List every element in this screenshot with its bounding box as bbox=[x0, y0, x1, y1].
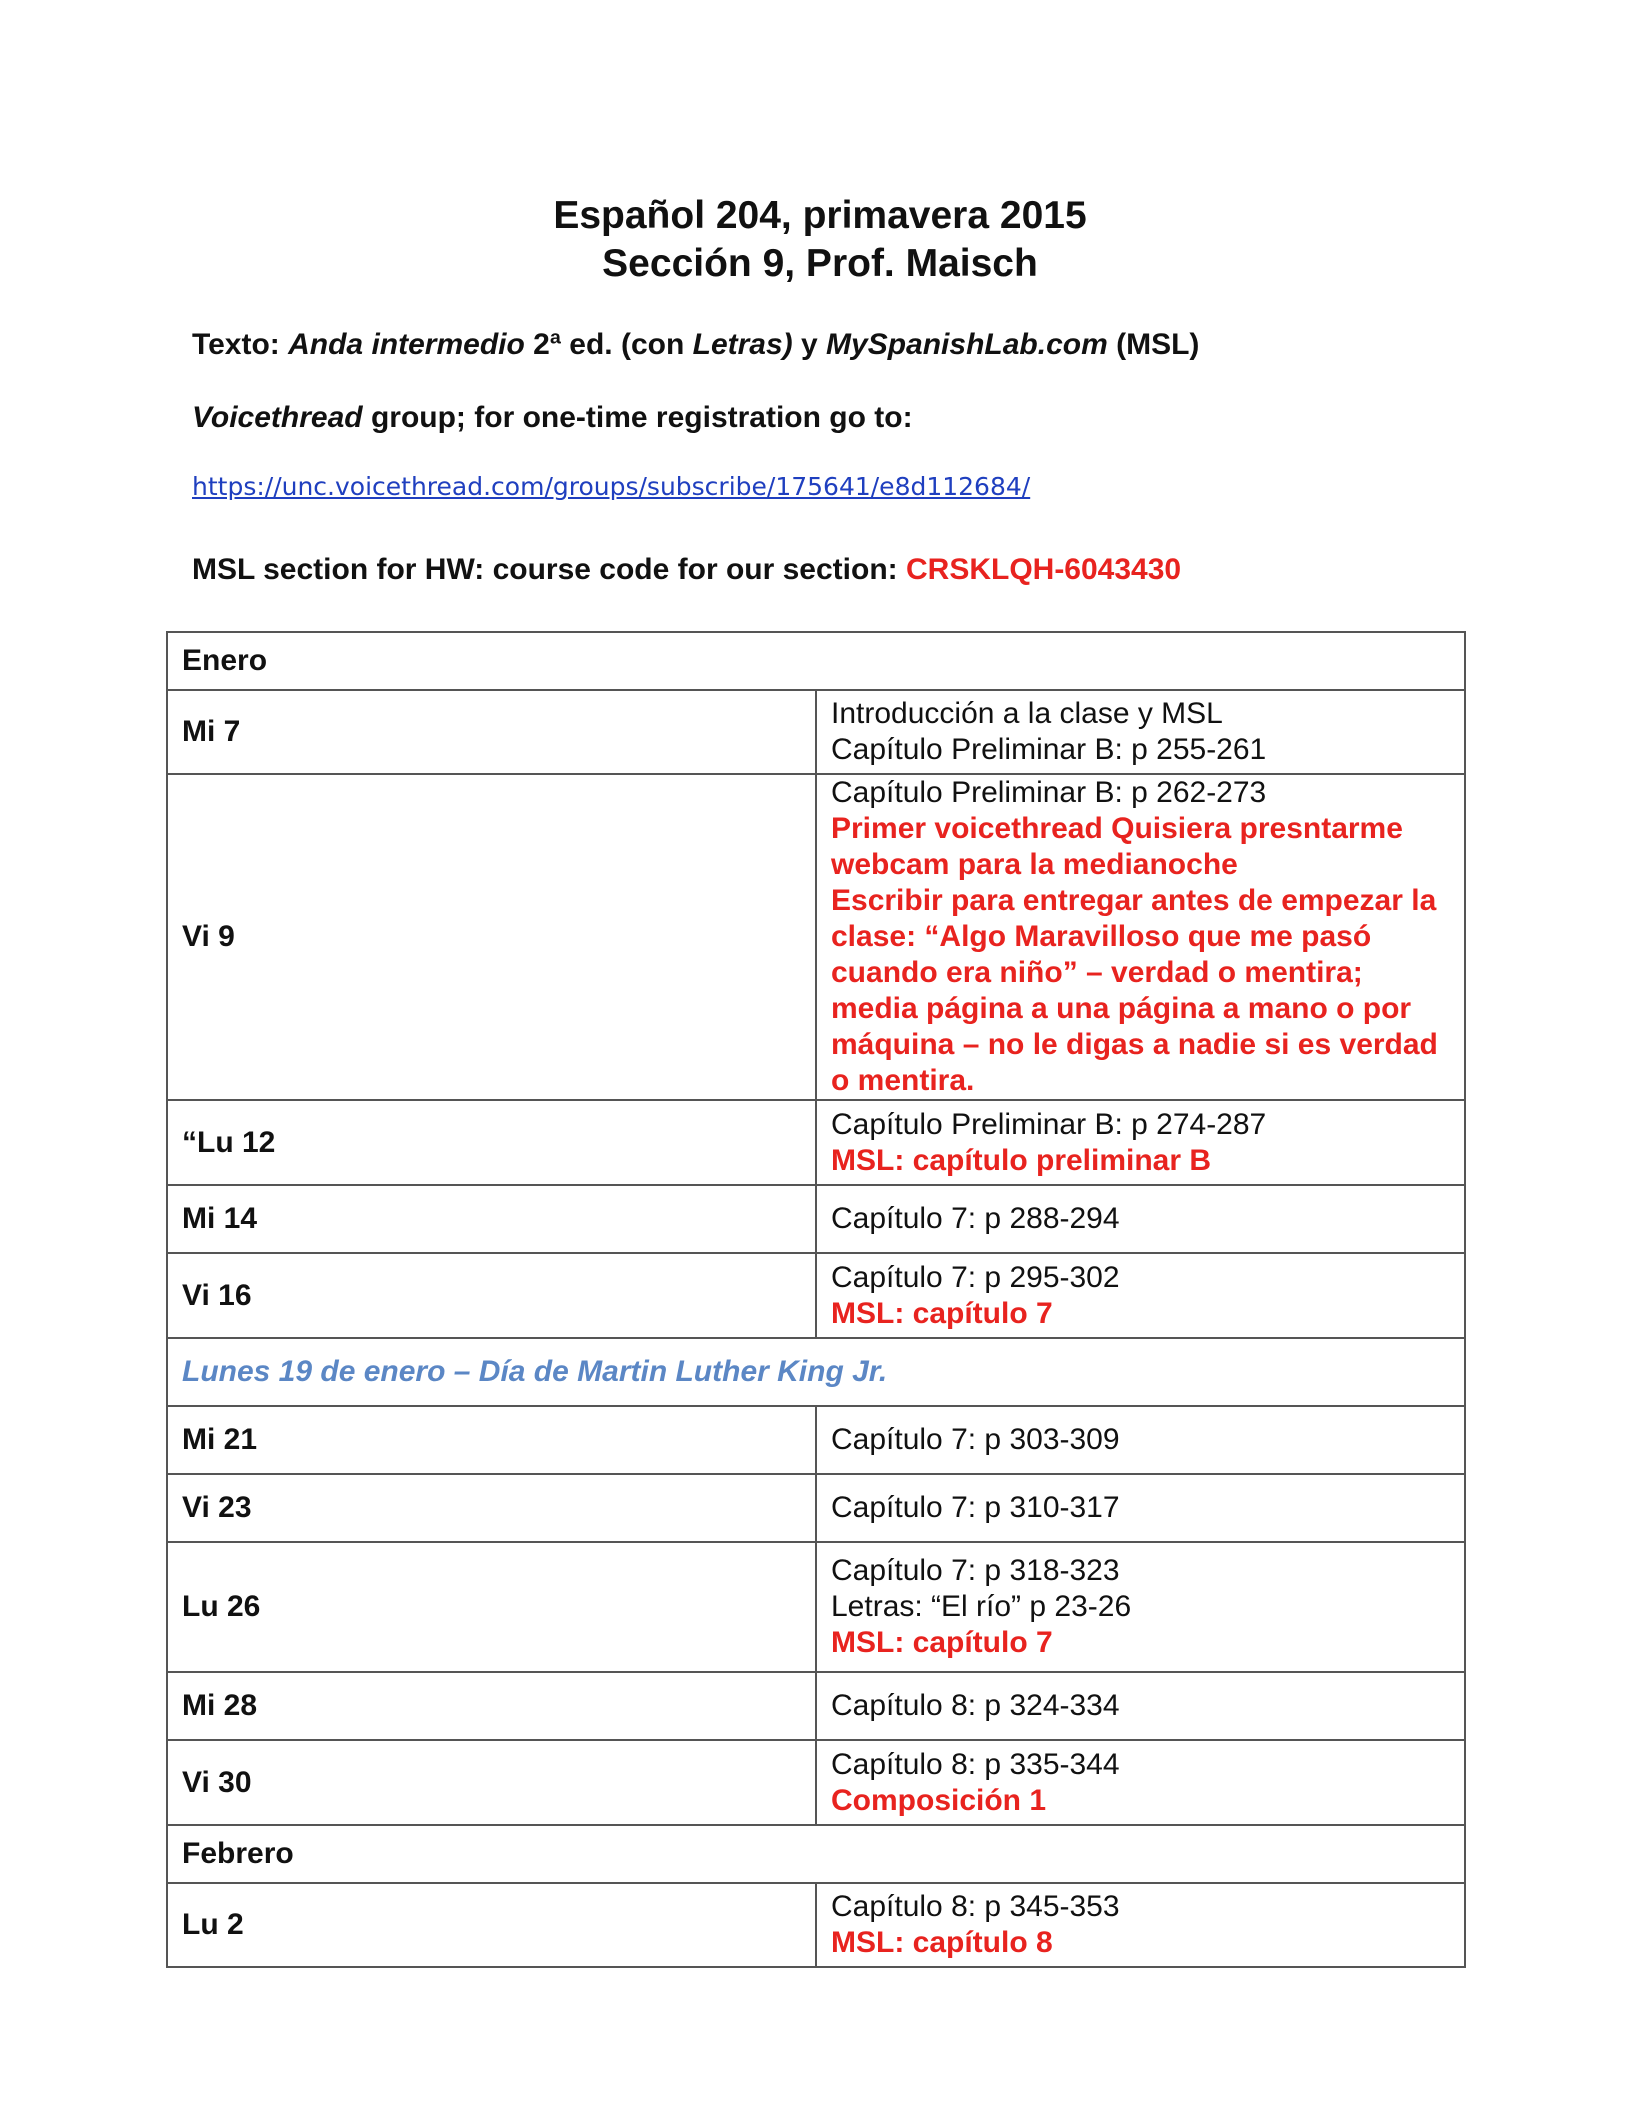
row-content bbox=[816, 1474, 1465, 1542]
table-row bbox=[167, 1253, 1465, 1338]
month-label-february-row bbox=[167, 1825, 1465, 1883]
assignment-line: Escribir para entregar antes de empezar la clase: “Algo Maravilloso que me pasó cuando era niño” – verdad o mentira; media página a una página a mano o por máquina – no le digas a nadie si es verdad o mentira. bbox=[831, 884, 1438, 1097]
row-day: Vi 30 bbox=[167, 1740, 816, 1825]
reading-line: Capítulo Preliminar B: p 274-287 bbox=[831, 1107, 1267, 1141]
reading-line: Introducción a la clase y MSL bbox=[831, 697, 1223, 730]
page-title: Español 204, primavera 2015 bbox=[553, 194, 1087, 237]
voicethread-line bbox=[192, 400, 913, 436]
holiday-label-row bbox=[167, 1338, 1465, 1406]
table-row bbox=[167, 1672, 1465, 1740]
row-day: “Lu 12 bbox=[167, 1100, 816, 1185]
row-content bbox=[816, 774, 1465, 1100]
course-code: CRSKLQH-6043430 bbox=[905, 553, 1182, 586]
row-content bbox=[816, 1185, 1465, 1253]
row-content bbox=[816, 690, 1465, 774]
schedule-table bbox=[166, 631, 1466, 1968]
row-day: Lu 26 bbox=[167, 1542, 816, 1672]
row-content bbox=[816, 1740, 1465, 1825]
row-day: Vi 16 bbox=[167, 1253, 816, 1338]
reading-line: Letras: “El río” p 23-26 bbox=[831, 1590, 1132, 1623]
table-row bbox=[167, 1883, 1465, 1967]
row-day: Vi 9 bbox=[167, 774, 816, 1100]
texto-label: Texto: bbox=[192, 328, 289, 361]
reading-line: Capítulo Preliminar B: p 262-273 bbox=[831, 776, 1267, 809]
row-content bbox=[816, 1883, 1465, 1967]
row-day: Mi 28 bbox=[167, 1672, 816, 1740]
row-content bbox=[816, 1406, 1465, 1474]
row-day: Mi 7 bbox=[167, 690, 816, 774]
texto-letras: Letras) bbox=[692, 328, 793, 361]
msl-section-line bbox=[192, 552, 1181, 588]
table-row bbox=[167, 1474, 1465, 1542]
reading-line: Capítulo 7: p 303-309 bbox=[831, 1423, 1120, 1456]
row-content bbox=[816, 1100, 1465, 1185]
reading-line: Capítulo 7: p 295-302 bbox=[831, 1260, 1120, 1294]
table-row bbox=[167, 690, 1465, 774]
reading-line: Capítulo 8: p 345-353 bbox=[831, 1890, 1120, 1923]
reading-line: Capítulo 8: p 335-344 bbox=[831, 1747, 1120, 1781]
holiday-label: Lunes 19 de enero – Día de Martin Luther King Jr. bbox=[167, 1338, 1465, 1406]
month-label-february: Febrero bbox=[167, 1825, 1465, 1883]
row-day: Lu 2 bbox=[167, 1883, 816, 1967]
texto-edition: 2ª ed. (con bbox=[524, 328, 693, 361]
row-content bbox=[816, 1253, 1465, 1338]
reading-line: Capítulo 8: p 324-334 bbox=[831, 1689, 1120, 1722]
voicethread-text: group; for one-time registration go to: bbox=[362, 401, 913, 434]
reading-line: Capítulo 7: p 318-323 bbox=[831, 1554, 1120, 1587]
assignment-line: Composición 1 bbox=[831, 1783, 1047, 1817]
table-row bbox=[167, 774, 1465, 1100]
assignment-line: MSL: capítulo preliminar B bbox=[831, 1143, 1212, 1177]
month-label-january: Enero bbox=[167, 632, 1465, 690]
texto-msl-site: MySpanishLab.com bbox=[826, 328, 1108, 361]
row-day: Mi 21 bbox=[167, 1406, 816, 1474]
reading-line: Capítulo 7: p 288-294 bbox=[831, 1202, 1120, 1235]
row-day: Vi 23 bbox=[167, 1474, 816, 1542]
table-row bbox=[167, 1185, 1465, 1253]
texto-book: Anda intermedio bbox=[288, 328, 525, 361]
reading-line: Capítulo 7: p 310-317 bbox=[831, 1491, 1120, 1524]
msl-section-label: MSL section for HW: course code for our section: bbox=[192, 553, 906, 586]
table-row bbox=[167, 1406, 1465, 1474]
assignment-line: MSL: capítulo 7 bbox=[831, 1626, 1053, 1659]
table-row bbox=[167, 1542, 1465, 1672]
row-content bbox=[816, 1542, 1465, 1672]
voicethread-name: Voicethread bbox=[192, 401, 363, 434]
assignment-line: Primer voicethread Quisiera presntarme webcam para la medianoche bbox=[831, 812, 1403, 881]
row-day: Mi 14 bbox=[167, 1185, 816, 1253]
row-content bbox=[816, 1672, 1465, 1740]
month-row bbox=[167, 632, 1465, 690]
texto-line bbox=[192, 327, 1199, 363]
assignment-line: MSL: capítulo 8 bbox=[831, 1926, 1053, 1959]
reading-line: Capítulo Preliminar B: p 255-261 bbox=[831, 733, 1267, 766]
assignment-line: MSL: capítulo 7 bbox=[831, 1296, 1053, 1330]
table-row bbox=[167, 1100, 1465, 1185]
table-row bbox=[167, 1740, 1465, 1825]
page-subtitle: Sección 9, Prof. Maisch bbox=[602, 242, 1038, 285]
texto-and: y bbox=[792, 328, 827, 361]
texto-msl-abbr: (MSL) bbox=[1107, 328, 1200, 361]
voicethread-link[interactable]: https://unc.voicethread.com/groups/subscribe/175641/e8d112684/ bbox=[192, 472, 1031, 501]
